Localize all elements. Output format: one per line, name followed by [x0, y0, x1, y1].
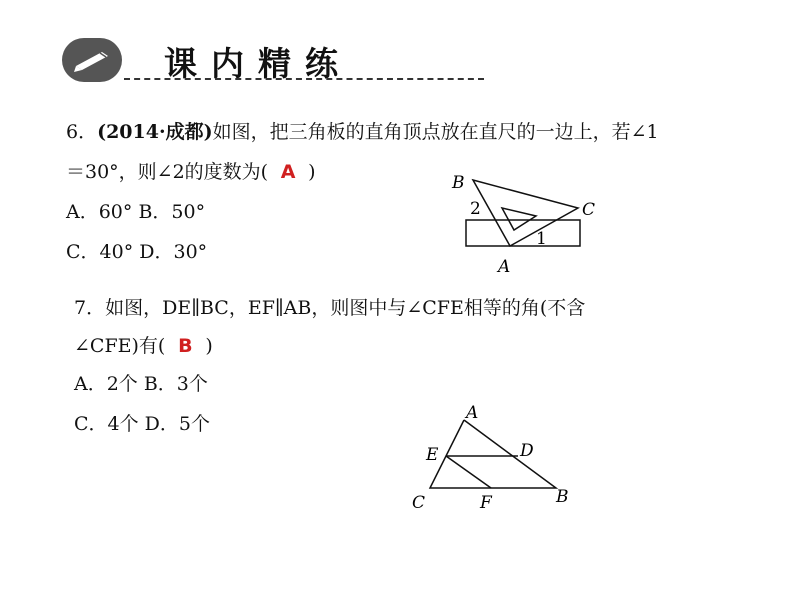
triangle-plate-inner [502, 208, 536, 230]
q6-line2 [66, 160, 316, 184]
q6-options-ab: A．60° B．50° [66, 201, 206, 223]
label-F: F [480, 493, 492, 513]
q6-line1 [66, 120, 659, 144]
q7-text: ∠CFE)有( [74, 335, 166, 357]
label-E: E [426, 445, 439, 465]
q6-close: ) [308, 161, 316, 183]
pencil-icon [62, 36, 126, 84]
segment-EF [446, 456, 491, 488]
label-B: B [556, 487, 569, 507]
triangle-ACB [430, 420, 556, 488]
section-title: 课内精练 [164, 44, 352, 83]
header-divider [124, 78, 484, 80]
q6-source: (2014·成都) [97, 121, 213, 143]
q6-figure [440, 170, 600, 280]
q6-number: 6． [66, 121, 98, 143]
q6-text-b: ＝30°，则∠2的度数为( [66, 161, 269, 183]
label-angle-1: 1 [536, 229, 547, 249]
q7-line2 [74, 334, 213, 358]
label-A: A [498, 257, 511, 277]
label-angle-2: 2 [470, 199, 481, 219]
q7-options-ab: A．2个 B．3个 [74, 373, 208, 395]
label-D: D [520, 441, 534, 461]
q7-answer: B [178, 335, 193, 357]
label-C: C [582, 200, 596, 220]
q6-answer: A [280, 161, 296, 183]
label-B: B [452, 173, 465, 193]
q7-close: ) [205, 335, 213, 357]
label-A: A [466, 403, 479, 423]
label-C: C [412, 493, 426, 513]
q7-options-cd: C．4个 D．5个 [74, 413, 210, 435]
q6-text-a: 如图，把三角板的直角顶点放在直尺的一边上，若∠1 [212, 121, 659, 143]
q7-line1: 7．如图，DE∥BC，EF∥AB，则图中与∠CFE相等的角(不含 [74, 297, 586, 319]
q6-options-cd: C．40° D．30° [66, 241, 208, 263]
q7-figure [400, 398, 580, 518]
